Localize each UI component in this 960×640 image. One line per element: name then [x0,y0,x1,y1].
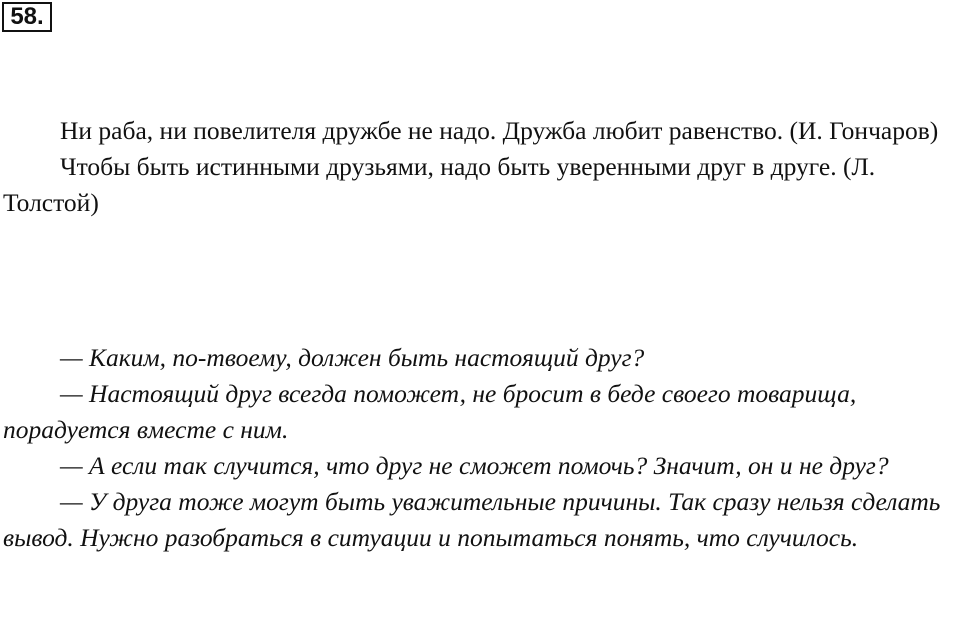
quote-goncharov: Ни раба, ни повелителя дружбе не надо. Дружба любит равенство. (И. Гончаров) [60,116,939,145]
exercise-number: 58. [2,2,52,32]
dialogue-line: — А если так случится, что друг не сможет помочь? Значит, он и не друг? [60,451,889,480]
dialogue-line: — Каким, по-твоему, должен быть настоящий друг? [60,343,645,372]
dialogue-line: — Настоящий друг всегда поможет, не бросит в беде своего товарища, порадуется вместе с ним. [3,379,857,444]
dialogue-line: — У друга тоже могут быть уважительные причины. Так сразу нельзя сделать вывод. Нужно разобраться в ситуации и попытаться понять, что случилось. [3,487,941,552]
quote-tolstoy: Чтобы быть истинными друзьями, надо быть уверенными друг в друге. (Л. Толстой) [3,152,876,217]
dialogue-block [3,340,953,556]
quotes-block [3,113,953,221]
